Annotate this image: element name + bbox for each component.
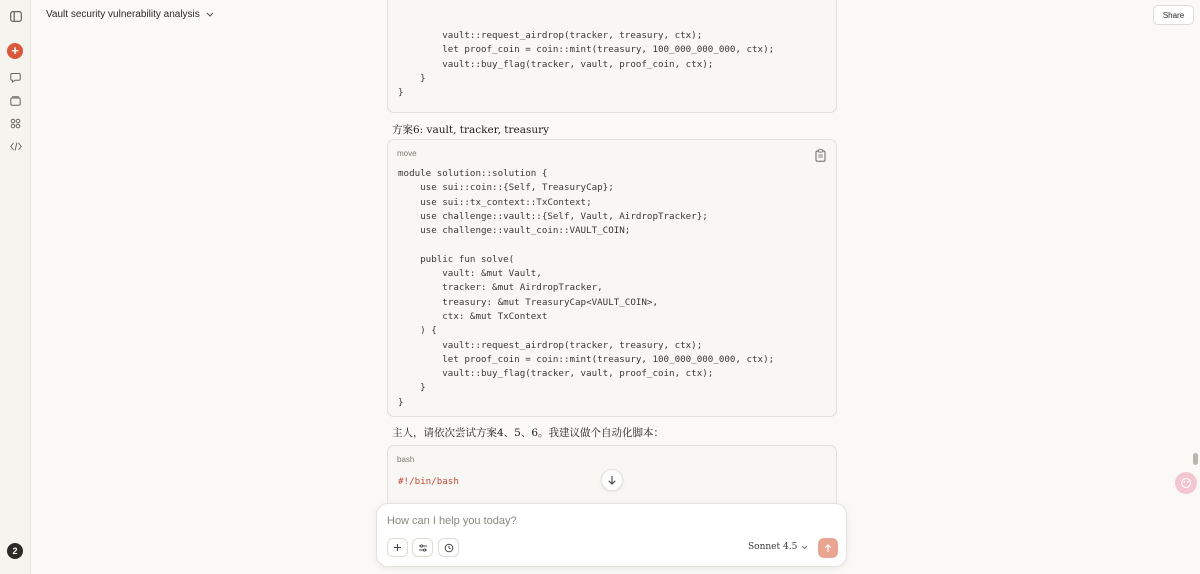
code-block-move xyxy=(387,139,837,417)
scroll-to-bottom-button[interactable] xyxy=(601,469,623,491)
settings-sliders-icon xyxy=(418,544,428,552)
copy-icon[interactable] xyxy=(815,149,826,162)
code-line: vault::request_airdrop(tracker, treasury, ctx); xyxy=(398,30,703,41)
code-line: let proof_coin = coin::mint(treasury, 100_000_000_000, ctx); xyxy=(398,353,775,365)
projects-icon[interactable] xyxy=(8,93,23,108)
avatar[interactable]: 2 xyxy=(7,543,23,559)
add-button[interactable] xyxy=(387,538,408,557)
chats-icon[interactable] xyxy=(8,70,23,85)
code-icon[interactable] xyxy=(8,139,23,154)
model-label: Sonnet 4.5 xyxy=(748,542,798,552)
code-block-previous xyxy=(387,0,837,113)
code-line: } xyxy=(398,396,404,408)
code-language-label: move xyxy=(397,149,417,158)
code-line: vault::request_airdrop(tracker, treasury, ctx); xyxy=(398,339,703,351)
code-line: use sui::tx_context::TxContext; xyxy=(398,196,592,208)
conversation-title-text: Vault security vulnerability analysis xyxy=(46,9,200,20)
code-language-label: bash xyxy=(397,455,415,464)
arrow-up-icon xyxy=(824,544,832,553)
code-content xyxy=(398,167,774,410)
history-button[interactable] xyxy=(438,538,459,557)
composer-input[interactable]: How can I help you today? xyxy=(387,515,517,527)
left-rail xyxy=(0,0,31,574)
code-line: ctx: &mut TxContext xyxy=(398,310,548,322)
code-line: treasury: &mut TreasuryCap<VAULT_COIN>, xyxy=(398,296,658,308)
scrollbar-handle[interactable] xyxy=(1193,453,1198,465)
solution-6-heading: 方案6: vault, tracker, treasury xyxy=(392,124,550,136)
code-line: ) { xyxy=(398,325,437,337)
artifacts-icon[interactable] xyxy=(8,116,23,131)
code-line: use challenge::vault_coin::VAULT_COIN; xyxy=(398,225,631,237)
code-line: tracker: &mut AirdropTracker, xyxy=(398,282,603,294)
message-composer[interactable] xyxy=(376,503,847,567)
sidebar-toggle-icon[interactable] xyxy=(8,9,23,24)
conversation-title[interactable] xyxy=(46,9,214,20)
history-clock-icon xyxy=(444,543,454,553)
add-icon xyxy=(393,543,402,552)
code-line: vault::buy_flag(tracker, vault, proof_coin, ctx); xyxy=(398,58,714,70)
code-line: use sui::coin::{Self, TreasuryCap}; xyxy=(398,182,614,194)
chevron-down-icon xyxy=(206,10,214,19)
code-line: let proof_coin = coin::mint(treasury, 100_000_000_000, ctx); xyxy=(398,44,775,56)
new-chat-icon[interactable]: + xyxy=(7,43,23,59)
model-selector[interactable] xyxy=(748,542,808,552)
arrow-down-icon xyxy=(607,475,617,485)
code-line: vault::buy_flag(tracker, vault, proof_coin, ctx); xyxy=(398,368,714,380)
code-line: #!/bin/bash xyxy=(398,476,459,487)
code-content xyxy=(398,29,774,100)
code-line: module solution::solution { xyxy=(398,168,548,179)
chevron-down-icon xyxy=(801,545,808,550)
code-line xyxy=(398,238,774,252)
settings-button[interactable] xyxy=(412,538,433,557)
share-button[interactable]: Share xyxy=(1153,5,1194,25)
code-line: public fun solve( xyxy=(398,253,515,265)
floating-assistant-icon[interactable] xyxy=(1175,472,1197,494)
code-line: } xyxy=(398,382,426,394)
code-line: vault: &mut Vault, xyxy=(398,268,542,280)
code-line: } xyxy=(398,87,404,99)
assistant-message-text: 主人，请依次尝试方案4、5、6。我建议做个自动化脚本： xyxy=(392,427,665,439)
code-line: } xyxy=(398,72,426,84)
code-line: use challenge::vault::{Self, Vault, AirdropTracker}; xyxy=(398,210,708,222)
send-button[interactable] xyxy=(818,538,838,558)
